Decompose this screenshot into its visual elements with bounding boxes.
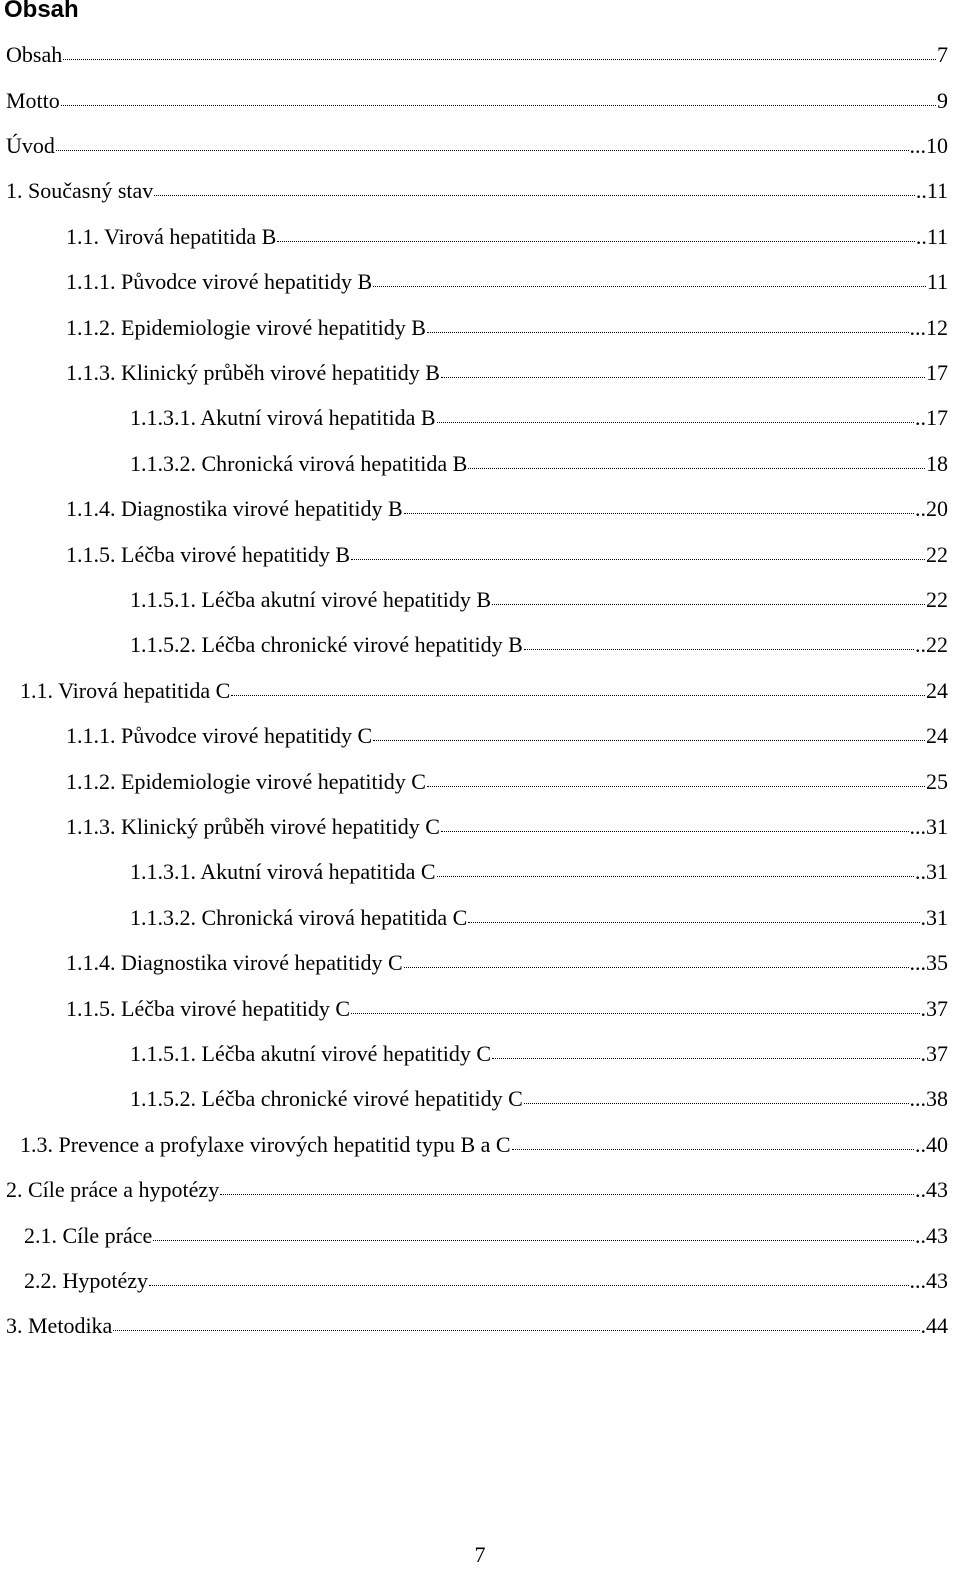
toc-entry-page: ..11	[915, 178, 948, 203]
toc-entry-page: ..17	[915, 405, 948, 430]
dot-leader	[351, 540, 925, 560]
toc-entry-page: ...43	[909, 1268, 948, 1293]
toc-entry-label: 3. Metodika	[6, 1313, 113, 1338]
dot-leader	[441, 358, 925, 378]
toc-entry-page: 22	[926, 587, 948, 612]
toc-entry[interactable]	[66, 222, 948, 252]
toc-entry-page: 9	[937, 88, 948, 113]
dot-leader	[524, 1084, 909, 1104]
toc-entry-label: 1.1.3. Klinický průběh virové hepatitidy C	[66, 814, 440, 839]
dot-leader	[512, 1130, 914, 1150]
toc-entry[interactable]	[6, 86, 948, 116]
toc-entry[interactable]	[130, 903, 948, 933]
toc-entry-label: 1.1.5.2. Léčba chronické virové hepatitidy C	[130, 1086, 523, 1111]
dot-leader	[373, 721, 925, 741]
dot-leader	[220, 1175, 914, 1195]
toc-entry-page: 11	[926, 269, 948, 294]
toc-entry[interactable]	[6, 176, 948, 206]
toc-entry-label: 1.1.5.2. Léčba chronické virové hepatitidy B	[130, 632, 523, 657]
toc-entry-label: 1.1.3.2. Chronická virová hepatitida B	[130, 451, 468, 476]
toc-entry-label: 1.1.5.1. Léčba akutní virové hepatitidy C	[130, 1041, 492, 1066]
dot-leader	[492, 585, 925, 605]
toc-entry-label: Motto	[6, 88, 60, 113]
dot-leader	[437, 857, 914, 877]
dot-leader	[427, 767, 925, 787]
toc-entry-label: 1.1.3.1. Akutní virová hepatitida B	[130, 405, 436, 430]
toc-entry-label: 1.1.1. Původce virové hepatitidy C	[66, 723, 373, 748]
toc-entry-label: Obsah	[6, 42, 63, 67]
toc-entry-page: 22	[926, 542, 948, 567]
toc-entry-page: ..31	[915, 859, 948, 884]
toc-entry-page: 24	[926, 678, 948, 703]
toc-entry-page: ..40	[915, 1132, 948, 1157]
toc-entry-page: 7	[937, 42, 948, 67]
toc-entry-page: ...31	[909, 814, 948, 839]
toc-entry[interactable]	[24, 1221, 948, 1251]
dot-leader	[404, 948, 909, 968]
dot-leader	[404, 494, 914, 514]
toc-entry-label: 2. Cíle práce a hypotézy	[6, 1177, 220, 1202]
dot-leader	[468, 903, 919, 923]
toc-entry[interactable]	[20, 676, 948, 706]
toc-entry-label: 1. Současný stav	[6, 178, 154, 203]
toc-entry-page: 25	[926, 769, 948, 794]
dot-leader	[524, 630, 914, 650]
toc-entry[interactable]	[66, 358, 948, 388]
dot-leader	[113, 1311, 919, 1331]
toc-entry[interactable]	[66, 540, 948, 570]
toc-entry-page: ..43	[915, 1177, 948, 1202]
toc-entry-label: 1.1. Virová hepatitida B	[66, 224, 277, 249]
toc-entry-label: 1.1.5. Léčba virové hepatitidy C	[66, 996, 351, 1021]
toc-entry[interactable]	[66, 267, 948, 297]
toc-entry[interactable]	[6, 40, 948, 70]
toc-entry-page: ...38	[909, 1086, 948, 1111]
toc-entry[interactable]	[130, 630, 948, 660]
toc-entry-page: 17	[926, 360, 948, 385]
toc-entry-label: 1.1.2. Epidemiologie virové hepatitidy C	[66, 769, 426, 794]
toc-entry[interactable]	[66, 948, 948, 978]
toc-entry[interactable]	[66, 994, 948, 1024]
toc-entry-label: 1.1.2. Epidemiologie virové hepatitidy B	[66, 315, 426, 340]
dot-leader	[63, 40, 936, 60]
dot-leader	[277, 222, 915, 242]
toc-entry-page: ..22	[915, 632, 948, 657]
toc-entry-page: ...35	[909, 950, 948, 975]
dot-leader	[56, 131, 909, 151]
toc-entry[interactable]	[66, 494, 948, 524]
toc-entry-label: 1.3. Prevence a profylaxe virových hepatitid typu B a C	[20, 1132, 511, 1157]
toc-entry[interactable]	[130, 449, 948, 479]
toc-entry-label: 1.1. Virová hepatitida C	[20, 678, 231, 703]
toc-entry-label: 1.1.3.2. Chronická virová hepatitida C	[130, 905, 468, 930]
dot-leader	[427, 313, 909, 333]
toc-entry[interactable]	[130, 857, 948, 887]
toc-entry-page: ..43	[915, 1223, 948, 1248]
toc-entry[interactable]	[130, 585, 948, 615]
toc-entry[interactable]	[130, 1084, 948, 1114]
dot-leader	[441, 812, 909, 832]
toc-entry[interactable]	[6, 131, 948, 161]
toc-entry-label: 2.1. Cíle práce	[24, 1223, 153, 1248]
toc-entry-label: 2.2. Hypotézy	[24, 1268, 149, 1293]
toc-entry[interactable]	[66, 767, 948, 797]
toc-entry-label: Úvod	[6, 133, 55, 158]
toc-entry-label: 1.1.3. Klinický průběh virové hepatitidy B	[66, 360, 440, 385]
toc-entry-page: ...12	[909, 315, 948, 340]
toc-entry[interactable]	[66, 721, 948, 751]
toc-entry[interactable]	[130, 1039, 948, 1069]
toc-entry-label: 1.1.4. Diagnostika virové hepatitidy B	[66, 496, 403, 521]
toc-entry-page: .37	[920, 996, 948, 1021]
page-number: 7	[474, 1542, 486, 1567]
toc-entry-label: 1.1.4. Diagnostika virové hepatitidy C	[66, 950, 403, 975]
dot-leader	[61, 86, 936, 106]
dot-leader	[492, 1039, 919, 1059]
dot-leader	[351, 994, 919, 1014]
toc-entry[interactable]	[66, 812, 948, 842]
toc-entry[interactable]	[130, 403, 948, 433]
toc-entry[interactable]	[66, 313, 948, 343]
dot-leader	[231, 676, 925, 696]
dot-leader	[437, 403, 914, 423]
dot-leader	[149, 1266, 908, 1286]
toc-entry-page: ..11	[915, 224, 948, 249]
dot-leader	[154, 176, 915, 196]
dot-leader	[153, 1221, 914, 1241]
toc-entry-label: 1.1.3.1. Akutní virová hepatitida C	[130, 859, 436, 884]
toc-entry[interactable]	[20, 1130, 948, 1160]
toc-entry-page: 18	[926, 451, 948, 476]
toc-entry[interactable]	[24, 1266, 948, 1296]
toc-entry-label: 1.1.5. Léčba virové hepatitidy B	[66, 542, 351, 567]
toc-entry-page: ...10	[909, 133, 948, 158]
toc-entry-label: 1.1.5.1. Léčba akutní virové hepatitidy B	[130, 587, 492, 612]
toc-heading: Obsah	[4, 0, 79, 23]
dot-leader	[468, 449, 925, 469]
toc-entry-page: ..20	[915, 496, 948, 521]
toc-entry[interactable]	[6, 1311, 948, 1341]
toc-entry-page: .31	[920, 905, 948, 930]
toc-entry-label: 1.1.1. Původce virové hepatitidy B	[66, 269, 373, 294]
toc-entry-page: .37	[920, 1041, 948, 1066]
dot-leader	[373, 267, 926, 287]
toc-entry-page: .44	[920, 1313, 948, 1338]
toc-entry[interactable]	[6, 1175, 948, 1205]
toc-entry-page: 24	[926, 723, 948, 748]
